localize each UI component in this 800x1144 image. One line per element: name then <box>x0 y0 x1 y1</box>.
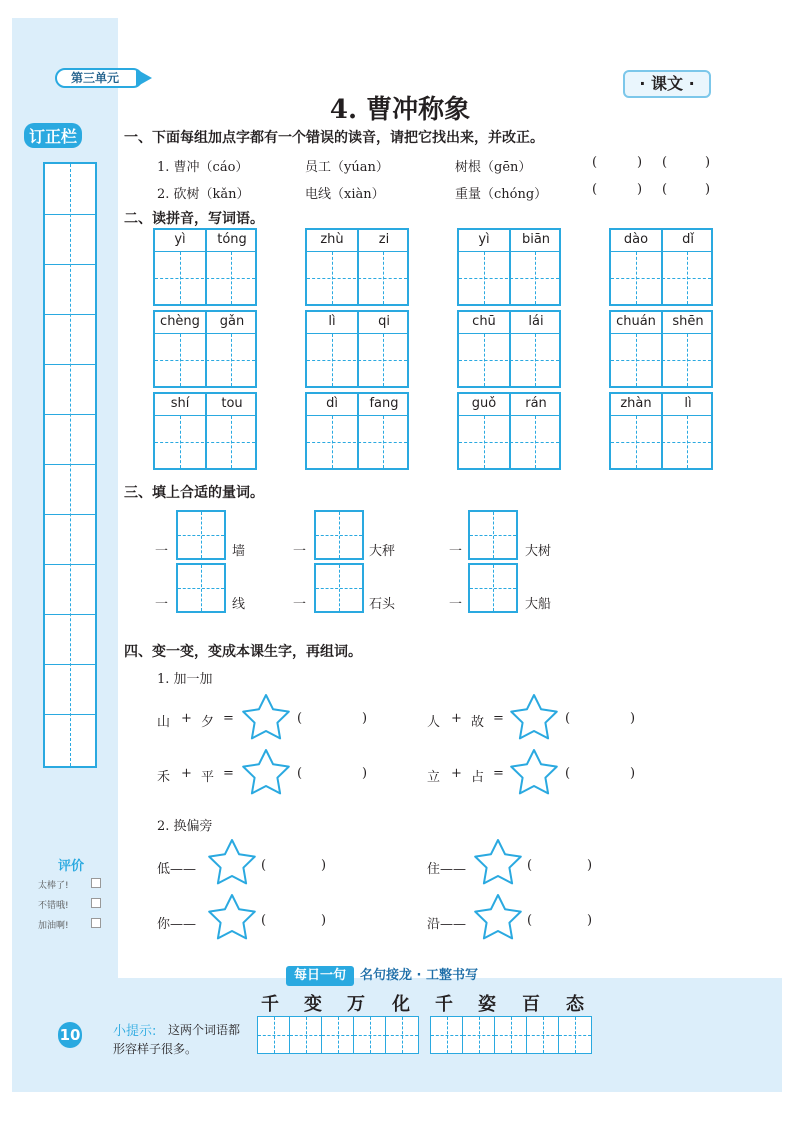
grid-line <box>687 334 688 386</box>
grid-line <box>535 252 536 304</box>
daily-sentence-label: 每日一句 <box>286 966 354 986</box>
answer-blank[interactable] <box>668 154 704 172</box>
answer-paren: ( <box>592 182 598 197</box>
paren-close: ) <box>321 858 327 873</box>
star-icon[interactable] <box>508 748 560 798</box>
grid-line <box>307 278 407 279</box>
grid-line <box>201 565 202 611</box>
idiom-character: 变 <box>304 994 322 1015</box>
base-char: 沿—— <box>427 917 467 932</box>
paren-close: ) <box>587 858 593 873</box>
pinyin-label: yì <box>478 232 490 247</box>
q4-part2-label: 2. 换偏旁 <box>157 819 213 834</box>
pinyin-label: chuán <box>616 314 656 329</box>
dash-one: 一 <box>155 597 169 612</box>
dash-one: 一 <box>449 597 463 612</box>
answer-paren: ) <box>637 182 643 197</box>
correction-grid[interactable] <box>43 162 97 768</box>
pinyin-label: shí <box>170 396 190 411</box>
pinyin-label: yì <box>174 232 186 247</box>
q3-heading: 三、填上合适的量词。 <box>124 485 264 501</box>
grid-line <box>535 334 536 386</box>
answer-blank[interactable] <box>598 181 636 199</box>
grid-line <box>201 512 202 558</box>
component-char: 夕 <box>201 715 215 730</box>
paren-close: ) <box>321 913 327 928</box>
paren-open: ( <box>297 766 303 781</box>
answer-cell[interactable] <box>314 563 364 613</box>
paren-close: ) <box>362 711 368 726</box>
pinyin-writing-box[interactable] <box>305 392 409 470</box>
evaluation-item: 太棒了! <box>38 881 69 891</box>
pinyin-writing-box[interactable] <box>153 310 257 388</box>
pinyin-writing-box[interactable] <box>609 310 713 388</box>
pinyin-writing-box[interactable] <box>609 392 713 470</box>
grid-line <box>383 252 384 304</box>
grid-line <box>636 416 637 468</box>
paren-open: ( <box>261 858 267 873</box>
equals-sign: = <box>493 766 504 781</box>
pinyin-writing-box[interactable] <box>609 228 713 306</box>
writing-cell[interactable] <box>558 1016 592 1054</box>
evaluation-checkbox[interactable] <box>91 898 101 908</box>
pinyin-writing-box[interactable] <box>457 310 561 388</box>
noun-label: 墙 <box>232 544 246 559</box>
noun-label: 大树 <box>525 544 552 559</box>
paren-close: ) <box>630 711 636 726</box>
answer-cell[interactable] <box>468 510 518 560</box>
grid-row-line <box>45 364 95 365</box>
grid-row-line <box>45 614 95 615</box>
pinyin-label: guǒ <box>471 396 497 411</box>
grid-line <box>484 252 485 304</box>
component-char: 禾 <box>157 770 171 785</box>
grid-line <box>231 334 232 386</box>
idiom-character: 千 <box>435 994 453 1015</box>
writing-cell[interactable] <box>526 1016 560 1054</box>
answer-cell[interactable] <box>176 563 226 613</box>
hint-text: 这两个词语都 <box>168 1023 241 1037</box>
grid-line <box>687 416 688 468</box>
pinyin-writing-box[interactable] <box>457 228 561 306</box>
writing-cell[interactable] <box>257 1016 291 1054</box>
idiom-character: 万 <box>347 994 365 1015</box>
grid-line <box>180 334 181 386</box>
answer-paren: ( <box>662 155 668 170</box>
pinyin-label: biān <box>521 232 551 247</box>
arrow-right-icon <box>136 69 152 87</box>
writing-cell[interactable] <box>430 1016 464 1054</box>
grid-line <box>155 442 255 443</box>
q1-item: 重量（chóng） <box>455 187 548 202</box>
grid-line <box>180 416 181 468</box>
grid-line <box>459 278 559 279</box>
pinyin-writing-box[interactable] <box>457 392 561 470</box>
star-icon[interactable] <box>240 748 292 798</box>
grid-line <box>274 1017 275 1053</box>
star-icon[interactable] <box>472 838 524 888</box>
grid-line <box>535 416 536 468</box>
base-char: 你—— <box>157 917 197 932</box>
component-char: 立 <box>427 770 441 785</box>
component-char: 占 <box>471 770 485 785</box>
paren-open: ( <box>565 711 571 726</box>
equals-sign: = <box>223 711 234 726</box>
grid-line <box>332 334 333 386</box>
grid-row-line <box>45 214 95 215</box>
grid-line <box>575 1017 576 1053</box>
pinyin-label: dǐ <box>682 232 694 247</box>
page-number: 10 <box>58 1022 82 1048</box>
pinyin-label: dì <box>326 396 338 411</box>
grid-line <box>636 252 637 304</box>
grid-line <box>611 442 711 443</box>
paren-open: ( <box>565 766 571 781</box>
pinyin-label: qi <box>378 314 390 329</box>
base-char: 住—— <box>427 862 467 877</box>
paren-close: ) <box>587 913 593 928</box>
writing-cell[interactable] <box>385 1016 419 1054</box>
grid-line <box>231 252 232 304</box>
pinyin-label: lái <box>528 314 544 329</box>
grid-line <box>479 1017 480 1053</box>
answer-paren: ) <box>705 155 711 170</box>
pinyin-label: lì <box>684 396 692 411</box>
grid-line <box>231 416 232 468</box>
grid-line <box>484 416 485 468</box>
answer-paren: ) <box>705 182 711 197</box>
pinyin-writing-box[interactable] <box>153 392 257 470</box>
grid-row-line <box>45 314 95 315</box>
word-blank[interactable] <box>572 764 628 782</box>
writing-cell[interactable] <box>353 1016 387 1054</box>
grid-line <box>383 334 384 386</box>
dash-one: 一 <box>155 544 169 559</box>
q1-item: 树根（gēn） <box>455 160 532 175</box>
answer-cell[interactable] <box>468 563 518 613</box>
base-char: 低—— <box>157 862 197 877</box>
idiom-character: 态 <box>566 994 584 1015</box>
writing-cell[interactable] <box>494 1016 528 1054</box>
grid-line <box>511 1017 512 1053</box>
pinyin-writing-box[interactable] <box>305 228 409 306</box>
pinyin-label: lì <box>328 314 336 329</box>
grid-divider <box>70 164 71 766</box>
grid-line <box>459 360 559 361</box>
grid-line <box>687 252 688 304</box>
answer-cell[interactable] <box>176 510 226 560</box>
pinyin-label: rán <box>525 396 547 411</box>
grid-row-line <box>45 564 95 565</box>
pinyin-label: gǎn <box>219 314 245 329</box>
q2-heading: 二、读拼音，写词语。 <box>124 211 264 227</box>
grid-line <box>484 334 485 386</box>
writing-cell[interactable] <box>321 1016 355 1054</box>
star-icon[interactable] <box>508 693 560 743</box>
answer-paren: ( <box>592 155 598 170</box>
component-char: 山 <box>157 715 171 730</box>
hint-label: 小提示: <box>113 1024 157 1039</box>
pinyin-label: tóng <box>217 232 247 247</box>
word-blank[interactable] <box>534 911 586 929</box>
hint-text: 形容样子很多。 <box>113 1042 198 1056</box>
grid-line <box>338 1017 339 1053</box>
dash-one: 一 <box>449 544 463 559</box>
grid-line <box>339 565 340 611</box>
evaluation-title: 评价 <box>58 859 85 874</box>
equals-sign: = <box>493 711 504 726</box>
idiom-character: 千 <box>261 994 279 1015</box>
grid-line <box>155 360 255 361</box>
evaluation-item: 不错哦! <box>38 901 69 911</box>
paren-open: ( <box>297 711 303 726</box>
idiom-character: 姿 <box>478 994 496 1015</box>
writing-cell[interactable] <box>462 1016 496 1054</box>
pinyin-label: zhù <box>320 232 344 247</box>
answer-paren: ( <box>662 182 668 197</box>
grid-line <box>332 416 333 468</box>
pinyin-label: zi <box>378 232 390 247</box>
idiom-character: 化 <box>392 994 410 1015</box>
grid-line <box>447 1017 448 1053</box>
idiom-character: 百 <box>522 994 540 1015</box>
pinyin-label: dào <box>623 232 649 247</box>
correction-column-title: 订正栏 <box>24 123 82 148</box>
daily-sentence-subtitle: 名句接龙 · 工整书写 <box>360 968 478 983</box>
word-blank[interactable] <box>304 709 360 727</box>
noun-label: 大船 <box>525 597 552 612</box>
answer-cell[interactable] <box>314 510 364 560</box>
component-char: 平 <box>201 770 215 785</box>
equals-sign: = <box>223 766 234 781</box>
paren-open: ( <box>527 913 533 928</box>
grid-row-line <box>45 414 95 415</box>
paren-close: ) <box>630 766 636 781</box>
plus-sign: + <box>451 766 462 781</box>
q1-heading: 一、下面每组加点字都有一个错误的读音，请把它找出来，并改正。 <box>124 130 544 146</box>
paren-close: ) <box>362 766 368 781</box>
plus-sign: + <box>451 711 462 726</box>
grid-line <box>332 252 333 304</box>
grid-row-line <box>45 714 95 715</box>
grid-line <box>370 1017 371 1053</box>
grid-line <box>402 1017 403 1053</box>
q4-part1-label: 1. 加一加 <box>157 672 213 687</box>
paren-open: ( <box>261 913 267 928</box>
pinyin-label: shēn <box>672 314 704 329</box>
pinyin-label: tou <box>221 396 243 411</box>
q1-item: 2. 砍树（kǎn） <box>157 187 250 202</box>
star-icon[interactable] <box>240 693 292 743</box>
grid-row-line <box>45 464 95 465</box>
plus-sign: + <box>181 766 192 781</box>
pinyin-label: chèng <box>160 314 200 329</box>
pinyin-label: fang <box>369 396 399 411</box>
grid-line <box>611 278 711 279</box>
q1-item: 电线（xiàn） <box>305 187 385 202</box>
grid-line <box>307 360 407 361</box>
noun-label: 大秤 <box>369 544 396 559</box>
dash-one: 一 <box>293 544 307 559</box>
word-blank[interactable] <box>268 911 320 929</box>
noun-label: 石头 <box>369 597 396 612</box>
component-char: 人 <box>427 715 441 730</box>
pinyin-writing-box[interactable] <box>153 228 257 306</box>
dash-one: 一 <box>293 597 307 612</box>
grid-line <box>611 360 711 361</box>
answer-paren: ) <box>637 155 643 170</box>
noun-label: 线 <box>232 597 246 612</box>
evaluation-checkbox[interactable] <box>91 878 101 888</box>
star-icon[interactable] <box>472 893 524 943</box>
grid-line <box>543 1017 544 1053</box>
word-blank[interactable] <box>534 856 586 874</box>
lesson-type-badge: · 课文 · <box>623 70 711 98</box>
grid-line <box>307 442 407 443</box>
writing-cell[interactable] <box>289 1016 323 1054</box>
grid-line <box>180 252 181 304</box>
grid-line <box>339 512 340 558</box>
answer-blank[interactable] <box>668 181 704 199</box>
grid-row-line <box>45 514 95 515</box>
star-icon[interactable] <box>206 838 258 888</box>
grid-line <box>306 1017 307 1053</box>
q1-item: 1. 曹冲（cáo） <box>157 160 249 175</box>
pinyin-writing-box[interactable] <box>305 310 409 388</box>
component-char: 故 <box>471 715 485 730</box>
word-blank[interactable] <box>268 856 320 874</box>
paren-open: ( <box>527 858 533 873</box>
evaluation-item: 加油啊! <box>38 921 69 931</box>
page-title: 4. 曹冲称象 <box>329 95 471 125</box>
grid-row-line <box>45 664 95 665</box>
grid-row-line <box>45 264 95 265</box>
grid-line <box>636 334 637 386</box>
q4-heading: 四、变一变，变成本课生字，再组词。 <box>124 644 362 660</box>
evaluation-checkbox[interactable] <box>91 918 101 928</box>
grid-line <box>155 278 255 279</box>
grid-line <box>383 416 384 468</box>
plus-sign: + <box>181 711 192 726</box>
star-icon[interactable] <box>206 893 258 943</box>
grid-line <box>493 565 494 611</box>
word-blank[interactable] <box>304 764 360 782</box>
pinyin-label: zhàn <box>620 396 652 411</box>
word-blank[interactable] <box>572 709 628 727</box>
q1-item: 员工（yúan） <box>305 160 389 175</box>
grid-line <box>459 442 559 443</box>
unit-tag: 第三单元 <box>55 68 143 88</box>
answer-blank[interactable] <box>598 154 636 172</box>
grid-line <box>493 512 494 558</box>
pinyin-label: chū <box>472 314 496 329</box>
